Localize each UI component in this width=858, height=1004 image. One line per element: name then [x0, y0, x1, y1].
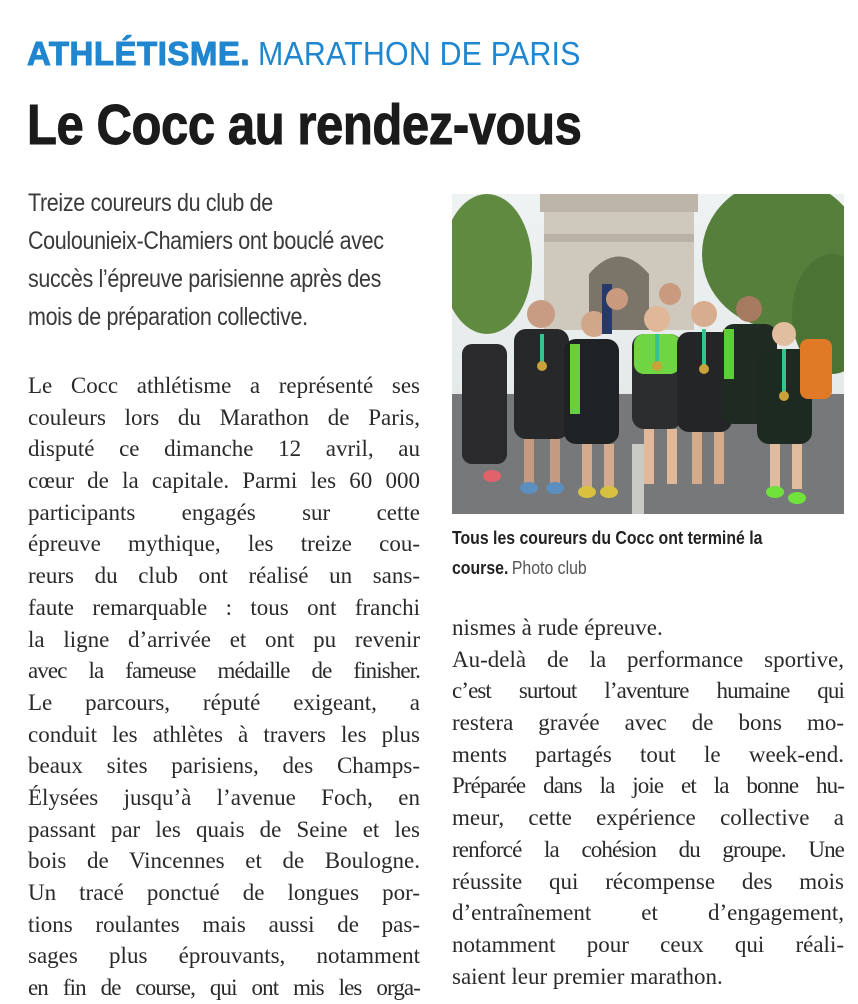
- body-line: sages plus éprouvants, notamment: [28, 943, 420, 969]
- caption-line: course.: [452, 558, 509, 578]
- lede-line: succès l’épreuve parisienne après des: [28, 265, 381, 293]
- body-line: Élysées jusqu’à l’avenue Foch, en: [28, 784, 420, 810]
- body-line: renforcé la cohésion du groupe. Une: [452, 836, 844, 862]
- article-headline: Le Cocc au rendez-vous: [27, 93, 582, 157]
- photo-credit: Photo club: [511, 558, 587, 578]
- runners-photo-illustration: [452, 194, 844, 514]
- body-line: passant par les quais de Seine et les: [28, 816, 420, 842]
- body-line: Un tracé ponctué de longues por-: [28, 880, 420, 905]
- body-line: la ligne d’arrivée et ont pu revenir: [28, 626, 420, 652]
- body-line: reurs du club ont réalisé un sans-: [28, 563, 420, 589]
- section-kicker: [27, 34, 609, 74]
- caption-line: Tous les coureurs du Cocc ont terminé la: [452, 528, 763, 548]
- article-lede: [28, 184, 423, 336]
- body-line: couleurs lors du Marathon de Paris,: [28, 404, 420, 430]
- body-column-left: [28, 370, 420, 1004]
- body-line: d’entraînement et d’engagement,: [452, 900, 844, 926]
- body-line: participants engagés sur cette: [28, 499, 420, 525]
- body-line: réussite qui récompense des mois: [452, 868, 844, 894]
- body-line: Le parcours, réputé exigeant, a: [28, 689, 420, 715]
- article-photo: [452, 194, 844, 514]
- body-line: restera gravée avec de bons mo-: [452, 710, 844, 736]
- lede-line: Treize coureurs du club de: [28, 189, 273, 217]
- body-column-right: [452, 612, 844, 992]
- body-line: faute remarquable : tous ont franchi: [28, 594, 420, 620]
- body-line: disputé ce dimanche 12 avril, au: [28, 436, 420, 462]
- body-line: meur, cette expérience collective a: [452, 805, 844, 831]
- body-line: saient leur premier marathon.: [452, 963, 723, 989]
- body-line: bois de Vincennes et de Boulogne.: [28, 848, 420, 874]
- body-line: épreuve mythique, les treize cou-: [28, 531, 420, 557]
- body-line: Préparée dans la joie et la bonne hu-: [452, 773, 844, 799]
- body-line: notamment pour ceux qui réali-: [452, 931, 844, 957]
- topic-label: MARATHON DE PARIS: [258, 35, 581, 72]
- body-line: beaux sites parisiens, des Champs-: [28, 753, 420, 779]
- body-line: nismes à rude épreuve.: [452, 615, 663, 640]
- body-line: tions roulantes mais aussi de pas-: [28, 911, 420, 937]
- body-line: en fin de course, qui ont mis les orga-: [28, 975, 420, 1001]
- body-line: avec la fameuse médaille de finisher.: [28, 658, 420, 684]
- body-line: c’est surtout l’aventure humaine qui: [452, 678, 844, 704]
- lede-line: mois de préparation collective.: [28, 303, 308, 331]
- body-line: conduit les athlètes à travers les plus: [28, 721, 420, 747]
- body-line: cœur de la capitale. Parmi les 60 000: [28, 468, 420, 494]
- rubric-label: ATHLÉTISME.: [27, 35, 251, 72]
- photo-caption: [452, 523, 847, 583]
- lede-line: Coulounieix-Chamiers ont bouclé avec: [28, 227, 384, 255]
- body-line: ments partagés tout le week-end.: [452, 741, 844, 767]
- body-line: Le Cocc athlétisme a représenté ses: [28, 373, 420, 398]
- body-line: Au-delà de la performance sportive,: [452, 646, 844, 672]
